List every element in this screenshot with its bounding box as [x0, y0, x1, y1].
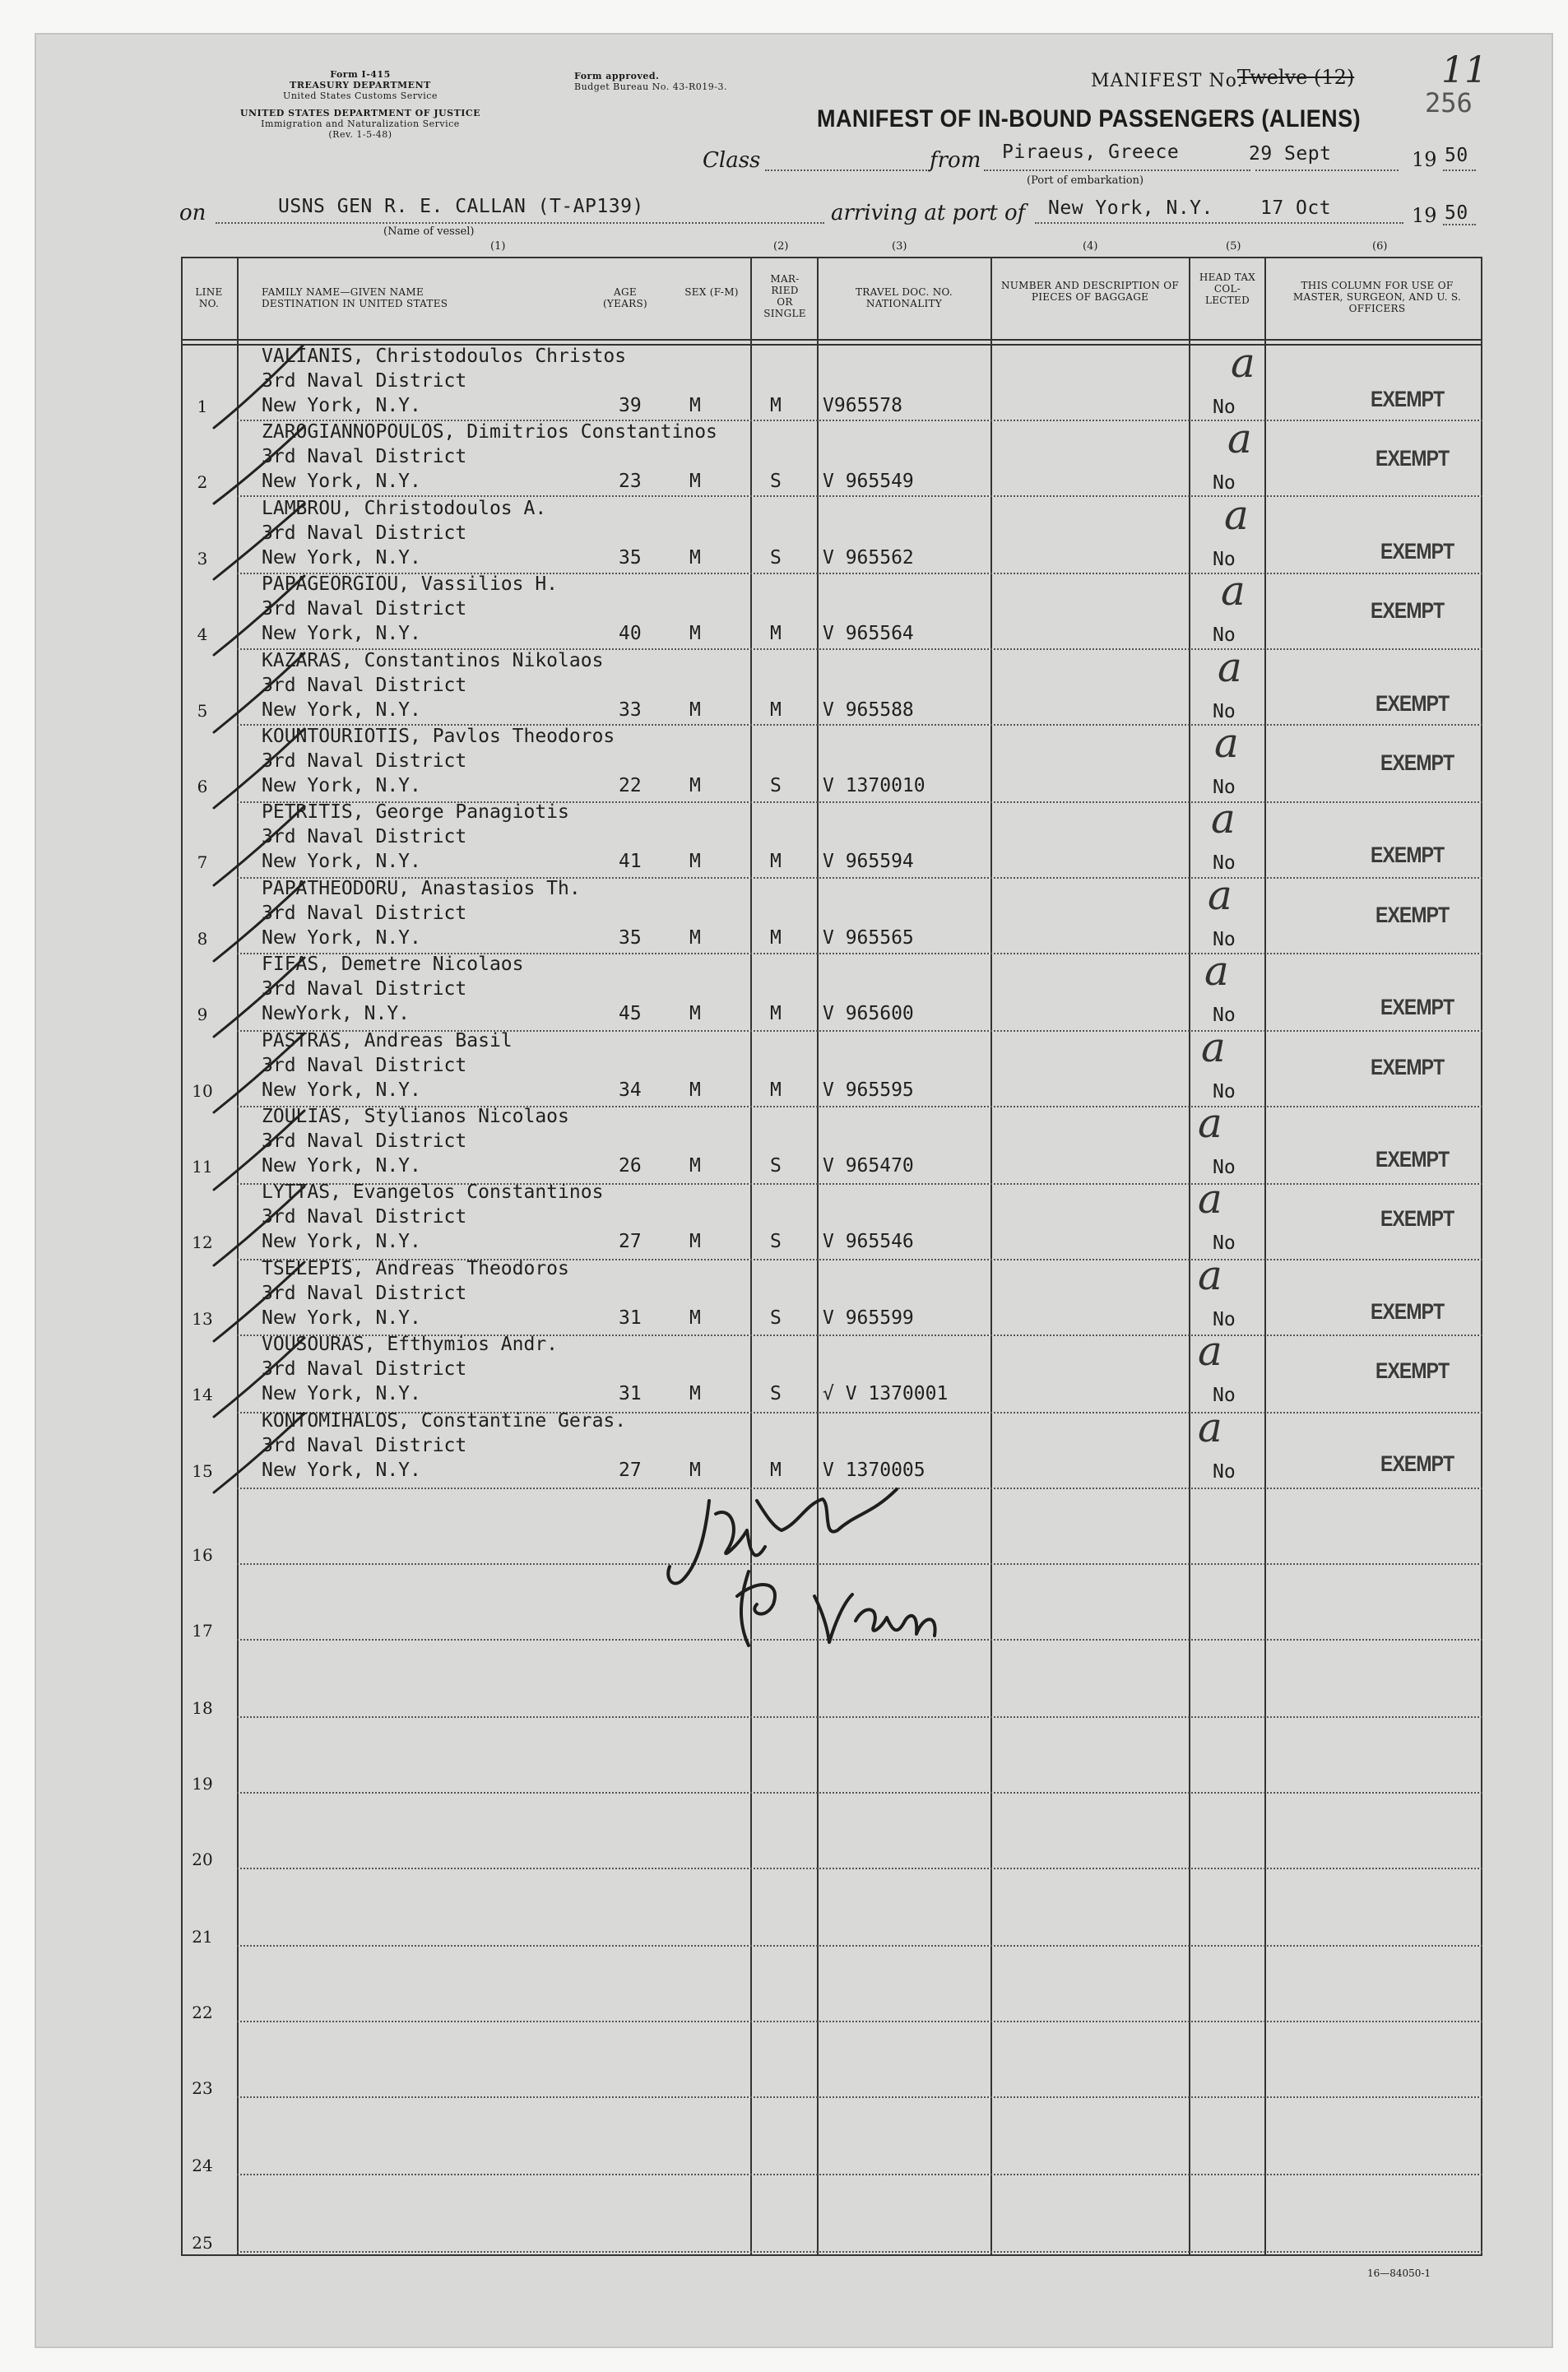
- head-tax-status: No: [1213, 397, 1236, 418]
- passenger-travel-doc: V 965565: [823, 927, 914, 949]
- head-tax-handwritten-mark: a: [1198, 1175, 1222, 1223]
- passenger-sex: M: [689, 1003, 701, 1024]
- line-number: 23: [192, 2078, 213, 2098]
- doj-label: UNITED STATES DEPARTMENT OF JUSTICE: [239, 108, 481, 118]
- vessel-name: USNS GEN R. E. CALLAN (T-AP139): [278, 196, 644, 217]
- passenger-marital-status: M: [770, 623, 782, 644]
- passenger-age: 35: [619, 927, 642, 949]
- passenger-destination: 3rd Naval District: [262, 1283, 467, 1304]
- passenger-marital-status: M: [770, 927, 782, 949]
- passenger-name: VALIANIS, Christodoulos Christos: [262, 346, 627, 367]
- passenger-sex: M: [689, 471, 701, 492]
- form-header-left: [179, 69, 541, 140]
- passenger-age: 34: [619, 1079, 642, 1101]
- line-number: 2: [197, 472, 208, 492]
- arrival-date: 17 Oct: [1260, 197, 1332, 219]
- passenger-destination: 3rd Naval District: [262, 675, 467, 696]
- passenger-name: ZAROGIANNOPOULOS, Dimitrios Constantinos: [262, 421, 717, 443]
- arrival-year-field: [1443, 224, 1476, 225]
- embarkation-year-prefix: 19: [1412, 148, 1437, 171]
- line-number: 6: [197, 777, 208, 796]
- head-tax-status: No: [1213, 1232, 1236, 1254]
- passenger-travel-doc: V 965562: [823, 547, 914, 569]
- passenger-marital-status: M: [770, 699, 782, 721]
- passenger-travel-doc: V965578: [823, 395, 902, 416]
- head-tax-handwritten-mark: a: [1201, 1024, 1226, 1071]
- head-tax-handwritten-mark: a: [1227, 415, 1252, 462]
- passenger-marital-status: M: [770, 395, 782, 416]
- passenger-destination: 3rd Naval District: [262, 826, 467, 847]
- line-number: 17: [192, 1621, 213, 1641]
- passenger-sex: M: [689, 1231, 701, 1252]
- column-divider: [750, 257, 752, 2256]
- passenger-name: LAMBROU, Christodoulos A.: [262, 498, 547, 519]
- line-number: 1: [197, 397, 208, 416]
- row-separator: [237, 1792, 1482, 1794]
- passenger-travel-doc: V 1370010: [823, 775, 925, 796]
- head-tax-status: No: [1213, 1309, 1236, 1330]
- customs-service: United States Customs Service: [283, 91, 438, 101]
- passenger-sex: M: [689, 1155, 701, 1177]
- passenger-destination: 3rd Naval District: [262, 598, 467, 620]
- officer-exempt-stamp: EXEMPT: [1371, 1299, 1445, 1324]
- line-number: 18: [192, 1698, 213, 1718]
- passenger-destination: 3rd Naval District: [262, 370, 467, 392]
- column-divider: [1264, 257, 1266, 2256]
- col-header-officer-use: THIS COLUMN FOR USE OF MASTER, SURGEON, AND U. S. OFFICERS: [1292, 280, 1462, 314]
- line-number: 7: [197, 852, 208, 872]
- passenger-travel-doc: V 1370005: [823, 1460, 925, 1481]
- class-field: [765, 169, 930, 171]
- passenger-marital-status: S: [770, 775, 782, 796]
- col-header-sex: SEX (F-M): [684, 286, 739, 298]
- column-divider: [817, 257, 819, 2256]
- line-number: 22: [192, 2003, 213, 2022]
- passenger-name: PAPATHEODORU, Anastasios Th.: [262, 878, 581, 899]
- checkmarks: [181, 346, 346, 1514]
- line-number: 14: [192, 1385, 213, 1404]
- head-tax-status: No: [1213, 1385, 1236, 1406]
- passenger-destination-city: New York, N.Y.: [262, 547, 421, 569]
- head-tax-status: No: [1213, 852, 1236, 874]
- col-header-name: FAMILY NAME—GIVEN NAME DESTINATION IN UNITED STATES: [262, 286, 448, 309]
- column-divider: [1189, 257, 1190, 2256]
- passenger-age: 22: [619, 775, 642, 796]
- passenger-name: VOUSOURAS, Efthymios Andr.: [262, 1334, 559, 1355]
- passenger-age: 26: [619, 1155, 642, 1177]
- passenger-destination-city: New York, N.Y.: [262, 1383, 421, 1404]
- officer-exempt-stamp: EXEMPT: [1380, 1206, 1454, 1231]
- passenger-age: 35: [619, 547, 642, 569]
- passenger-destination: 3rd Naval District: [262, 1055, 467, 1076]
- line-number: 9: [197, 1005, 208, 1024]
- passenger-marital-status: S: [770, 1307, 782, 1329]
- form-approval: [574, 71, 727, 92]
- col-header-married: MAR-RIED OR SINGLE: [763, 273, 806, 319]
- officer-signature: [658, 1481, 971, 1654]
- passenger-age: 40: [619, 623, 642, 644]
- vessel-field: [216, 222, 824, 224]
- passenger-name: PASTRAS, Andreas Basil: [262, 1030, 513, 1051]
- passenger-sex: M: [689, 623, 701, 644]
- treasury-dept: TREASURY DEPARTMENT: [290, 80, 431, 91]
- line-number: 10: [192, 1081, 213, 1101]
- line-number: 15: [192, 1461, 213, 1481]
- passenger-marital-status: M: [770, 1003, 782, 1024]
- officer-exempt-stamp: EXEMPT: [1371, 598, 1445, 623]
- passenger-destination-city: NewYork, N.Y.: [262, 1003, 411, 1024]
- row-separator: [237, 1945, 1482, 1947]
- line-number: 25: [192, 2233, 213, 2253]
- officer-exempt-stamp: EXEMPT: [1380, 539, 1454, 564]
- officer-exempt-stamp: EXEMPT: [1380, 750, 1454, 775]
- head-tax-status: No: [1213, 701, 1236, 722]
- passenger-destination-city: New York, N.Y.: [262, 623, 421, 644]
- passenger-destination-city: New York, N.Y.: [262, 471, 421, 492]
- officer-exempt-stamp: EXEMPT: [1375, 691, 1450, 716]
- passenger-sex: M: [689, 1307, 701, 1329]
- line-number: 20: [192, 1850, 213, 1869]
- head-tax-handwritten-mark: a: [1221, 567, 1246, 615]
- head-tax-status: No: [1213, 549, 1236, 570]
- passenger-sex: M: [689, 1079, 701, 1101]
- passenger-name: FIFAS, Demetre Nicolaos: [262, 954, 524, 975]
- passenger-travel-doc: V 965600: [823, 1003, 914, 1024]
- head-tax-status: No: [1213, 777, 1236, 798]
- manifest-number-label: MANIFEST No.: [1091, 71, 1244, 91]
- officer-exempt-stamp: EXEMPT: [1380, 995, 1454, 1019]
- column-number: (4): [1083, 240, 1098, 253]
- passenger-travel-doc: √ V 1370001: [823, 1383, 949, 1404]
- head-tax-handwritten-mark: a: [1198, 1404, 1222, 1451]
- vessel-caption: (Name of vessel): [383, 225, 475, 238]
- passenger-destination-city: New York, N.Y.: [262, 1231, 421, 1252]
- from-label: from: [930, 148, 981, 173]
- passenger-marital-status: S: [770, 547, 782, 569]
- passenger-travel-doc: V 965595: [823, 1079, 914, 1101]
- passenger-name: KOUNTOURIOTIS, Pavlos Theodoros: [262, 726, 615, 747]
- passenger-name: KAZARAS, Constantinos Nikolaos: [262, 650, 604, 671]
- arrival-port-field: [1035, 222, 1403, 224]
- arrival-year: 50: [1445, 202, 1468, 224]
- line-number: 12: [192, 1232, 213, 1252]
- officer-exempt-stamp: EXEMPT: [1375, 446, 1450, 471]
- passenger-destination-city: New York, N.Y.: [262, 1307, 421, 1329]
- line-number: 21: [192, 1927, 213, 1947]
- passenger-travel-doc: V 965470: [823, 1155, 914, 1177]
- line-number: 13: [192, 1309, 213, 1329]
- column-number: (6): [1372, 240, 1388, 253]
- passenger-age: 33: [619, 699, 642, 721]
- line-number: 24: [192, 2156, 213, 2175]
- passenger-travel-doc: V 965588: [823, 699, 914, 721]
- passenger-marital-status: M: [770, 1079, 782, 1101]
- passenger-sex: M: [689, 1383, 701, 1404]
- row-separator: [237, 1716, 1482, 1718]
- passenger-age: 23: [619, 471, 642, 492]
- passenger-name: ZOULIAS, Stylianos Nicolaos: [262, 1106, 569, 1127]
- passenger-marital-status: M: [770, 851, 782, 872]
- officer-exempt-stamp: EXEMPT: [1375, 1147, 1450, 1172]
- passenger-age: 27: [619, 1231, 642, 1252]
- passenger-name: PAPAGEORGIOU, Vassilios H.: [262, 573, 559, 595]
- col-header-head-tax: HEAD TAX COL-LECTED: [1199, 272, 1256, 306]
- passenger-destination-city: New York, N.Y.: [262, 1155, 421, 1177]
- head-tax-status: No: [1213, 929, 1236, 950]
- head-tax-status: No: [1213, 1157, 1236, 1178]
- line-number: 11: [192, 1157, 213, 1177]
- row-separator: [237, 2021, 1482, 2022]
- passenger-age: 31: [619, 1383, 642, 1404]
- head-tax-handwritten-mark: a: [1211, 795, 1236, 843]
- embarkation-year: 50: [1445, 145, 1468, 166]
- head-tax-handwritten-mark: a: [1198, 1251, 1222, 1299]
- passenger-destination-city: New York, N.Y.: [262, 395, 421, 416]
- line-number: 16: [192, 1545, 213, 1565]
- passenger-name: TSELEPIS, Andreas Theodoros: [262, 1258, 569, 1279]
- head-tax-handwritten-mark: a: [1198, 1327, 1222, 1375]
- passenger-destination-city: New York, N.Y.: [262, 1079, 421, 1101]
- manifest-number-struck: Twelve (12): [1237, 66, 1355, 89]
- col-header-age: AGE (YEARS): [602, 286, 648, 309]
- passenger-travel-doc: V 965599: [823, 1307, 914, 1329]
- col-header-line: LINE NO.: [195, 286, 223, 309]
- head-tax-status: No: [1213, 1005, 1236, 1026]
- passenger-travel-doc: V 965546: [823, 1231, 914, 1252]
- line-number: 5: [197, 701, 208, 721]
- passenger-age: 31: [619, 1307, 642, 1329]
- column-number: (5): [1226, 240, 1241, 253]
- passenger-destination: 3rd Naval District: [262, 903, 467, 924]
- officer-exempt-stamp: EXEMPT: [1380, 1451, 1454, 1476]
- officer-exempt-stamp: EXEMPT: [1371, 1055, 1445, 1079]
- arrival-year-prefix: 19: [1412, 204, 1437, 227]
- passenger-age: 27: [619, 1460, 642, 1481]
- date-field: [1255, 169, 1399, 171]
- ins-label: Immigration and Naturalization Service: [261, 118, 460, 129]
- passenger-sex: M: [689, 775, 701, 796]
- head-tax-handwritten-mark: a: [1198, 1099, 1222, 1147]
- passenger-age: 39: [619, 395, 642, 416]
- head-tax-handwritten-mark: a: [1231, 339, 1255, 387]
- passenger-travel-doc: V 965594: [823, 851, 914, 872]
- head-tax-handwritten-mark: a: [1224, 491, 1249, 539]
- line-number: 3: [197, 549, 208, 569]
- year-field: [1443, 169, 1476, 171]
- head-tax-handwritten-mark: a: [1218, 643, 1242, 691]
- col-header-baggage: NUMBER AND DESCRIPTION OF PIECES OF BAGGAGE: [1000, 280, 1180, 303]
- form-approved: Form approved.: [574, 71, 660, 81]
- manifest-title: MANIFEST OF IN-BOUND PASSENGERS (ALIENS): [817, 105, 1362, 132]
- class-label: Class: [703, 148, 761, 173]
- passenger-sex: M: [689, 927, 701, 949]
- page-stamp: 256: [1425, 87, 1473, 118]
- passenger-sex: M: [689, 395, 701, 416]
- passenger-sex: M: [689, 699, 701, 721]
- column-number: (2): [773, 240, 789, 253]
- passenger-sex: M: [689, 547, 701, 569]
- passenger-destination-city: New York, N.Y.: [262, 775, 421, 796]
- rev-label: (Rev. 1-5-48): [328, 129, 392, 140]
- on-label: on: [179, 201, 206, 225]
- passenger-destination: 3rd Naval District: [262, 978, 467, 1000]
- row-separator: [237, 2251, 1482, 2253]
- passenger-name: LYTTAS, Evangelos Constantinos: [262, 1181, 604, 1203]
- budget-bureau: Budget Bureau No. 43-R019-3.: [574, 81, 728, 92]
- passenger-sex: M: [689, 1460, 701, 1481]
- passenger-sex: M: [689, 851, 701, 872]
- embarkation-date: 29 Sept: [1249, 143, 1332, 165]
- officer-exempt-stamp: EXEMPT: [1371, 843, 1445, 867]
- column-number: (1): [490, 240, 506, 253]
- passenger-destination: 3rd Naval District: [262, 1358, 467, 1380]
- from-field: [984, 169, 1250, 171]
- column-number: (3): [892, 240, 907, 253]
- col-header-travel-doc: TRAVEL DOC. NO. NATIONALITY: [855, 286, 953, 309]
- head-tax-status: No: [1213, 1081, 1236, 1102]
- port-caption: (Port of embarkation): [1027, 174, 1144, 187]
- header-divider: [181, 339, 1482, 341]
- arrival-port: New York, N.Y.: [1048, 197, 1213, 219]
- form-footer-code: 16—84050-1: [1367, 2268, 1431, 2279]
- passenger-destination-city: New York, N.Y.: [262, 927, 421, 949]
- passenger-name: PETRITIS, George Panagiotis: [262, 801, 569, 823]
- passenger-destination: 3rd Naval District: [262, 750, 467, 772]
- port-of-embarkation: Piraeus, Greece: [1002, 142, 1180, 163]
- head-tax-status: No: [1213, 472, 1236, 494]
- passenger-destination-city: New York, N.Y.: [262, 699, 421, 721]
- line-number: 19: [192, 1774, 213, 1794]
- head-tax-handwritten-mark: a: [1204, 947, 1229, 995]
- head-tax-status: No: [1213, 1461, 1236, 1483]
- manifest-number-handwritten: 11: [1441, 49, 1487, 91]
- passenger-marital-status: S: [770, 1231, 782, 1252]
- arriving-label: arriving at port of: [831, 201, 1026, 225]
- row-separator: [237, 495, 1482, 497]
- passenger-age: 45: [619, 1003, 642, 1024]
- head-tax-handwritten-mark: a: [1214, 719, 1239, 767]
- row-separator: [237, 2096, 1482, 2098]
- row-separator: [237, 1868, 1482, 1869]
- officer-exempt-stamp: EXEMPT: [1375, 1358, 1450, 1383]
- head-tax-handwritten-mark: a: [1208, 871, 1232, 919]
- passenger-travel-doc: V 965549: [823, 471, 914, 492]
- passenger-marital-status: S: [770, 471, 782, 492]
- passenger-marital-status: S: [770, 1383, 782, 1404]
- form-number: Form I-415: [330, 69, 391, 80]
- passenger-destination: 3rd Naval District: [262, 1435, 467, 1456]
- head-tax-status: No: [1213, 624, 1236, 646]
- officer-exempt-stamp: EXEMPT: [1375, 903, 1450, 927]
- passenger-age: 41: [619, 851, 642, 872]
- passenger-travel-doc: V 965564: [823, 623, 914, 644]
- passenger-name: KONTOMIHALOS, Constantine Geras.: [262, 1410, 627, 1432]
- officer-exempt-stamp: EXEMPT: [1371, 387, 1445, 411]
- line-number: 8: [197, 929, 208, 949]
- passenger-destination-city: New York, N.Y.: [262, 1460, 421, 1481]
- passenger-destination: 3rd Naval District: [262, 1206, 467, 1228]
- row-separator: [237, 2174, 1482, 2175]
- passenger-destination: 3rd Naval District: [262, 522, 467, 544]
- passenger-marital-status: S: [770, 1155, 782, 1177]
- column-divider: [990, 257, 992, 2256]
- passenger-marital-status: M: [770, 1460, 782, 1481]
- passenger-destination-city: New York, N.Y.: [262, 851, 421, 872]
- passenger-destination: 3rd Naval District: [262, 1130, 467, 1152]
- passenger-destination: 3rd Naval District: [262, 446, 467, 467]
- line-number: 4: [197, 624, 208, 644]
